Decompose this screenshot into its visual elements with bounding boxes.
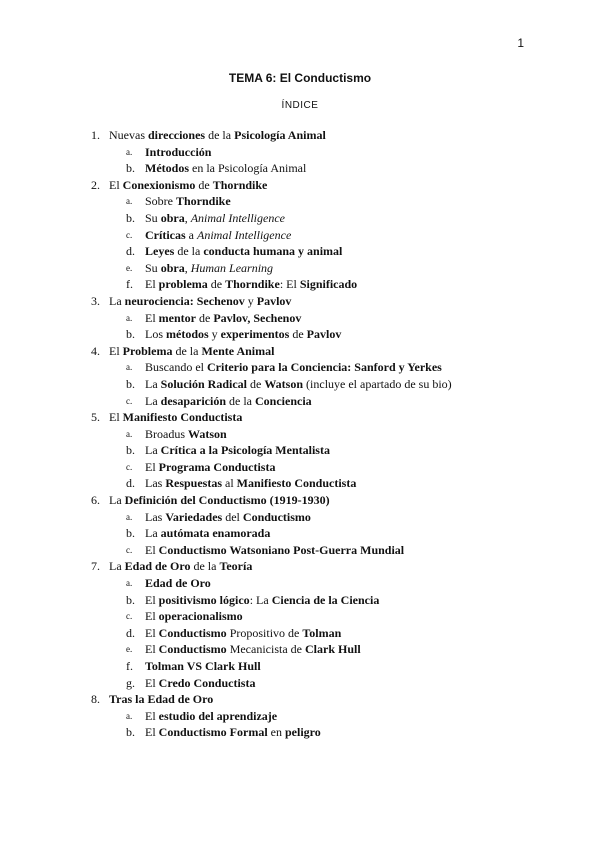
text-fragment: estudio del aprendizaje xyxy=(158,708,278,723)
text-fragment: Conductismo xyxy=(158,642,227,657)
text-fragment: de la xyxy=(190,559,220,574)
subitem-title xyxy=(145,475,356,492)
text-fragment: : La xyxy=(249,592,272,607)
subitem-letter: a. xyxy=(126,362,133,373)
text-fragment: La xyxy=(145,393,161,408)
subitem-title xyxy=(145,310,301,327)
section-number: 2. xyxy=(91,177,100,192)
section-title xyxy=(109,492,330,509)
subitem-title xyxy=(145,193,231,210)
text-fragment: de la xyxy=(174,244,204,259)
subitem-title xyxy=(145,575,211,592)
section-title xyxy=(109,558,252,575)
toc-section xyxy=(0,409,600,426)
text-fragment: Tolman xyxy=(302,625,342,640)
text-fragment: Conexionismo xyxy=(122,177,196,192)
text-fragment: Sobre xyxy=(145,194,176,209)
text-fragment: El xyxy=(145,725,159,740)
text-fragment: Respuestas xyxy=(165,476,222,491)
subitem-letter: f. xyxy=(126,659,133,673)
toc-subitem xyxy=(0,658,600,675)
subitem-title xyxy=(145,459,275,476)
subitem-letter: e. xyxy=(126,262,133,273)
text-fragment: Watson xyxy=(188,426,227,441)
section-number: 6. xyxy=(91,493,100,508)
subitem-letter: b. xyxy=(126,526,135,541)
text-fragment: , xyxy=(184,210,191,225)
text-fragment: La xyxy=(145,526,161,541)
section-title xyxy=(109,343,274,360)
subitem-title xyxy=(145,160,306,177)
text-fragment: experimentos xyxy=(220,327,290,342)
text-fragment: Pavlov xyxy=(256,293,292,308)
subitem-letter: b. xyxy=(126,210,135,225)
toc-subitem xyxy=(0,542,600,559)
toc-section xyxy=(0,293,600,310)
text-fragment: Animal Intelligence xyxy=(196,227,292,242)
subitem-title xyxy=(145,359,442,376)
text-fragment: en xyxy=(267,725,285,740)
subitem-letter: a. xyxy=(126,710,133,721)
text-fragment: de xyxy=(289,327,307,342)
subitem-title xyxy=(145,658,261,675)
text-fragment: Conciencia xyxy=(255,393,312,408)
text-fragment: del xyxy=(222,509,243,524)
text-fragment: de xyxy=(247,376,265,391)
page-title: TEMA 6: El Conductismo xyxy=(228,71,372,85)
subitem-title xyxy=(145,243,342,260)
text-fragment: , xyxy=(184,260,191,275)
text-fragment: El xyxy=(145,542,159,557)
text-fragment: El xyxy=(145,310,159,325)
subitem-title xyxy=(145,442,330,459)
text-fragment: El xyxy=(109,343,123,358)
subitem-letter: c. xyxy=(126,544,133,555)
subitem-title xyxy=(145,542,404,559)
text-fragment: Los xyxy=(145,327,166,342)
text-fragment: El xyxy=(145,609,159,624)
text-fragment: Broadus xyxy=(145,426,188,441)
text-fragment: El xyxy=(145,592,159,607)
subitem-letter: a. xyxy=(126,146,133,157)
toc-subitem xyxy=(0,475,600,492)
subitem-title xyxy=(145,525,270,542)
subitem-letter: b. xyxy=(126,327,135,342)
toc-subitem xyxy=(0,144,600,161)
subitem-title xyxy=(145,675,255,692)
text-fragment: El xyxy=(145,459,159,474)
text-fragment: El xyxy=(145,277,159,292)
text-fragment: Tolman VS Clark Hull xyxy=(145,659,261,673)
text-fragment: Tras la Edad de Oro xyxy=(109,692,214,707)
text-fragment: Las xyxy=(145,509,166,524)
text-fragment: Leyes xyxy=(145,244,175,259)
toc-subitem xyxy=(0,260,600,277)
text-fragment: métodos xyxy=(166,327,209,342)
subitem-letter: d. xyxy=(126,244,135,259)
text-fragment: La xyxy=(145,376,161,391)
text-fragment: Psicología Animal xyxy=(234,128,326,142)
subitem-letter: e. xyxy=(126,644,133,655)
text-fragment: Thorndike xyxy=(225,277,280,292)
subitem-letter: f. xyxy=(126,277,133,292)
subitem-letter: a. xyxy=(126,196,133,207)
toc-subitem xyxy=(0,575,600,592)
section-number: 5. xyxy=(91,410,100,425)
text-fragment: Introducción xyxy=(145,144,212,159)
text-fragment: Buscando el xyxy=(145,360,207,375)
text-fragment: de xyxy=(195,177,213,192)
text-fragment: Conductismo Formal xyxy=(158,725,268,740)
subitem-letter: c. xyxy=(126,461,133,472)
text-fragment: Thorndike xyxy=(176,194,231,209)
text-fragment: Animal Intelligence xyxy=(190,210,285,225)
subitem-letter: a. xyxy=(126,511,133,522)
text-fragment: positivismo lógico xyxy=(158,592,250,607)
subitem-title xyxy=(145,393,312,410)
text-fragment: El xyxy=(145,625,159,640)
subitem-title xyxy=(145,227,291,244)
section-title xyxy=(109,177,267,194)
toc-subitem xyxy=(0,675,600,692)
text-fragment: Conductismo xyxy=(242,509,311,524)
toc-subitem xyxy=(0,276,600,293)
text-fragment: Mente Animal xyxy=(201,343,275,358)
text-fragment: conducta humana y animal xyxy=(203,244,343,259)
subitem-letter: b. xyxy=(126,376,135,391)
toc-section xyxy=(0,343,600,360)
text-fragment: Thorndike xyxy=(212,177,268,192)
toc-subitem xyxy=(0,509,600,526)
text-fragment: Criterio para la Conciencia: Sanford y Yerkes xyxy=(207,360,442,375)
subitem-letter: c. xyxy=(126,229,133,240)
toc-subitem xyxy=(0,459,600,476)
subitem-title xyxy=(145,509,311,526)
subitem-letter: g. xyxy=(126,675,135,690)
text-fragment: El xyxy=(109,177,123,192)
subitem-title xyxy=(145,276,357,293)
toc-section xyxy=(0,177,600,194)
toc-section xyxy=(0,127,600,144)
toc-subitem xyxy=(0,525,600,542)
toc-subitem xyxy=(0,376,600,393)
toc-subitem xyxy=(0,625,600,642)
text-fragment: y xyxy=(244,293,257,308)
section-title xyxy=(109,409,242,426)
text-fragment: Conductismo xyxy=(158,625,227,640)
subitem-letter: d. xyxy=(126,625,135,640)
text-fragment: Pavlov, Sechenov xyxy=(213,310,302,325)
text-fragment: en la Psicología Animal xyxy=(189,161,307,176)
text-fragment: Manifiesto Conductista xyxy=(122,410,243,425)
text-fragment: La xyxy=(109,559,125,574)
subitem-title xyxy=(145,592,379,609)
text-fragment: Críticas xyxy=(145,227,186,242)
subitem-title xyxy=(145,608,243,625)
text-fragment: direcciones xyxy=(148,128,206,142)
text-fragment: Pavlov xyxy=(306,327,342,342)
subitem-letter: c. xyxy=(126,395,133,406)
toc-subitem xyxy=(0,393,600,410)
text-fragment: obra xyxy=(160,210,185,225)
toc-section xyxy=(0,558,600,575)
toc-subitem xyxy=(0,592,600,609)
text-fragment: Watson xyxy=(264,376,304,391)
text-fragment: Conductismo Watsoniano Post-Guerra Mundial xyxy=(158,542,405,557)
section-number: 8. xyxy=(91,692,100,707)
text-fragment: La xyxy=(109,293,125,308)
text-fragment: El xyxy=(109,410,123,425)
text-fragment: : El xyxy=(279,277,300,292)
text-fragment: Las xyxy=(145,476,166,491)
section-title xyxy=(109,127,326,144)
toc-subitem xyxy=(0,193,600,210)
text-fragment: peligro xyxy=(285,725,321,740)
toc-subitem xyxy=(0,608,600,625)
page-number: 1 xyxy=(517,36,524,50)
subitem-title xyxy=(145,260,273,277)
text-fragment: operacionalismo xyxy=(158,609,243,624)
subitem-letter: b. xyxy=(126,725,135,740)
text-fragment: mentor xyxy=(158,310,196,325)
text-fragment: Teoría xyxy=(219,559,253,574)
text-fragment: Crítica a la Psicología Mentalista xyxy=(160,443,330,458)
subitem-title xyxy=(145,641,361,658)
text-fragment: autómata enamorada xyxy=(160,526,271,541)
subitem-letter: a. xyxy=(126,428,133,439)
text-fragment: Problema xyxy=(122,343,173,358)
subitem-title xyxy=(145,210,285,227)
text-fragment: El xyxy=(145,675,159,690)
toc-subitem xyxy=(0,227,600,244)
text-fragment: y xyxy=(208,327,221,342)
text-fragment: Ciencia de la Ciencia xyxy=(271,592,380,607)
text-fragment: Manifiesto Conductista xyxy=(236,476,357,491)
text-fragment: Mecanicista de xyxy=(226,642,305,657)
subitem-letter: b. xyxy=(126,161,135,176)
subitem-letter: b. xyxy=(126,592,135,607)
toc-subitem xyxy=(0,326,600,343)
text-fragment: Su xyxy=(145,260,161,275)
text-fragment: Propositivo de xyxy=(226,625,303,640)
toc-subitem xyxy=(0,426,600,443)
toc-section xyxy=(0,492,600,509)
text-fragment: al xyxy=(222,476,237,491)
section-number: 3. xyxy=(91,293,100,308)
text-fragment: Métodos xyxy=(145,161,189,176)
text-fragment: Definición del Conductismo (1919-1930) xyxy=(124,493,330,508)
subitem-letter: c. xyxy=(126,611,133,622)
toc-subitem xyxy=(0,243,600,260)
toc-section xyxy=(0,691,600,708)
text-fragment: de la xyxy=(205,128,235,142)
subitem-title xyxy=(145,708,277,725)
toc-subitem xyxy=(0,310,600,327)
text-fragment: a xyxy=(185,227,197,242)
toc-subitem xyxy=(0,210,600,227)
text-fragment: Su xyxy=(145,210,161,225)
section-title xyxy=(109,691,213,708)
subitem-title xyxy=(145,724,321,741)
text-fragment: (incluye el apartado de su bio) xyxy=(303,376,452,391)
subitem-letter: a. xyxy=(126,312,133,323)
text-fragment: de la xyxy=(172,343,202,358)
text-fragment: Human Learning xyxy=(190,260,274,275)
subitem-letter: a. xyxy=(126,578,133,589)
index-heading: ÍNDICE xyxy=(281,100,319,111)
text-fragment: obra xyxy=(160,260,185,275)
subitem-title xyxy=(145,625,341,642)
subitem-letter: d. xyxy=(126,476,135,491)
subitem-title xyxy=(145,426,227,443)
toc-subitem xyxy=(0,708,600,725)
text-fragment: problema xyxy=(158,277,208,292)
section-number: 4. xyxy=(91,343,100,358)
text-fragment: Edad de Oro xyxy=(145,576,211,591)
text-fragment: de la xyxy=(226,393,255,408)
text-fragment: Solución Radical xyxy=(160,376,248,391)
text-fragment: de xyxy=(207,277,226,292)
subitem-title xyxy=(145,144,211,161)
text-fragment: Programa Conductista xyxy=(158,459,276,474)
section-number: 1. xyxy=(91,128,100,142)
text-fragment: Variedades xyxy=(165,509,223,524)
text-fragment: El xyxy=(145,642,159,657)
text-fragment: Nuevas xyxy=(109,128,148,142)
text-fragment: Significado xyxy=(299,277,358,292)
section-number: 7. xyxy=(91,559,100,574)
text-fragment: Clark Hull xyxy=(305,642,361,657)
subitem-letter: b. xyxy=(126,443,135,458)
text-fragment: de xyxy=(196,310,214,325)
table-of-contents xyxy=(0,127,600,741)
text-fragment: neurociencia: Sechenov xyxy=(124,293,245,308)
toc-subitem xyxy=(0,359,600,376)
text-fragment: El xyxy=(145,708,159,723)
text-fragment: La xyxy=(145,443,161,458)
text-fragment: La xyxy=(109,493,125,508)
subitem-title xyxy=(145,376,452,393)
section-title xyxy=(109,293,291,310)
text-fragment: Credo Conductista xyxy=(158,675,256,690)
toc-subitem xyxy=(0,442,600,459)
text-fragment: Edad de Oro xyxy=(124,559,191,574)
text-fragment: desaparición xyxy=(160,393,226,408)
subitem-title xyxy=(145,326,341,343)
toc-subitem xyxy=(0,724,600,741)
toc-subitem xyxy=(0,160,600,177)
toc-subitem xyxy=(0,641,600,658)
